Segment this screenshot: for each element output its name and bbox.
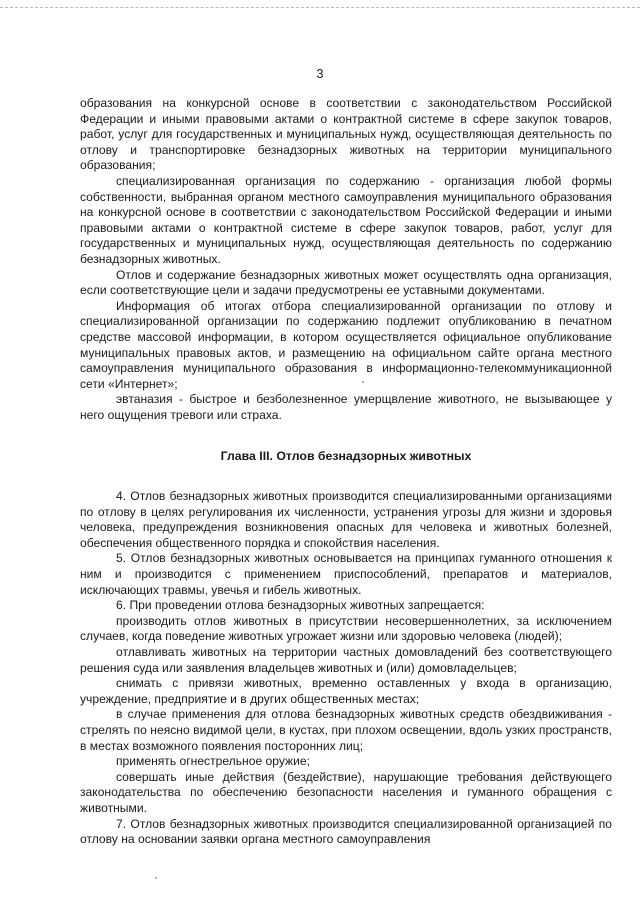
paragraph: применять огнестрельное оружие; bbox=[116, 754, 310, 769]
paragraph: образования на конкурсной основе в соответствии с законодательством Российской Федерации и иными правовыми актами о контрактной системе в сфере закупок товаров, работ, услуг для государственных и муниципальных нужд, осуществляющая деятельность по отлову и транспортировке безнадзорных животных на территории муниципального образования; bbox=[80, 96, 612, 173]
document-body bbox=[80, 96, 612, 848]
scan-speck bbox=[155, 877, 157, 879]
paragraph: в случае применения для отлова безнадзорных животных средств обездвиживания - стрелять по неясно видимой цели, в кустах, при плохом освещении, вдоль узких пространств, в местах возможного появления посторонних лиц; bbox=[80, 707, 612, 753]
chapter-title: Глава III. Отлов безнадзорных животных bbox=[220, 449, 472, 464]
paragraph: 4. Отлов безнадзорных животных производится специализированными организациями по отлову в целях регулирования их численности, устранения угрозы для жизни и здоровья человека, предупреждения возникновения опасных для человека и животных болезней, обеспечения общественного порядка и спокойствия населения. bbox=[80, 489, 612, 550]
paragraph: 6. При проведении отлова безнадзорных животных запрещается: bbox=[116, 598, 485, 613]
paragraph: совершать иные действия (бездействие), нарушающие требования действующего законодательства по обеспечению безопасности населения и гуманного обращения с животными. bbox=[80, 769, 612, 815]
paragraph: эвтаназия - быстрое и безболезненное умерщвление животного, не вызывающее у него ощущения тревоги или страха. bbox=[80, 392, 612, 422]
scan-edge-line bbox=[0, 7, 640, 10]
paragraph: 5. Отлов безнадзорных животных основывается на принципах гуманного отношения к ним и производится с применением приспособлений, препаратов и материалов, исключающих травмы, увечья и гибель животных. bbox=[80, 551, 612, 597]
paragraph: специализированная организация по содержанию - организация любой формы собственности, выбранная органом местного самоуправления муниципального образования на конкурсной основе в соответствии с законодательством Российской Федерации и иными правовыми актами о контрактной системе в сфере закупок товаров, работ, услуг для государственных и муниципальных нужд, осуществляющая деятельность по содержанию безнадзорных животных. bbox=[80, 173, 612, 266]
page-number: 3 bbox=[316, 67, 324, 81]
paragraph: Отлов и содержание безнадзорных животных может осуществлять одна организация, если соответствующие цели и задачи предусмотрены ее уставными документами. bbox=[80, 267, 612, 298]
paragraph: Информация об итогах отбора специализированной организации по отлову и специализированной организации по содержанию подлежит опубликованию в печатном средстве массовой информации, в котором осуществляется официальное опубликование муниципальных правовых актов, и размещению на официальном сайте органа местного самоуправления муниципального образования в информационно-телекоммуникационной сети «Интернет»; bbox=[80, 298, 612, 391]
paragraph: снимать с привязи животных, временно оставленных у входа в организацию, учреждение, предприятие и в других общественных местах; bbox=[80, 676, 612, 706]
paragraph: 7. Отлов безнадзорных животных производится специализированной организацией по отлову на основании заявки органа местного самоуправления bbox=[80, 816, 612, 847]
paragraph: производить отлов животных в присутствии несовершеннолетних, за исключением случаев, когда поведение животных угрожает жизни или здоровью человека (людей); bbox=[80, 613, 612, 644]
paragraph: отлавливать животных на территории частных домовладений без соответствующего решения суда или заявления владельцев животных и (или) домовладельцев; bbox=[80, 645, 612, 675]
scan-speck bbox=[362, 381, 364, 383]
